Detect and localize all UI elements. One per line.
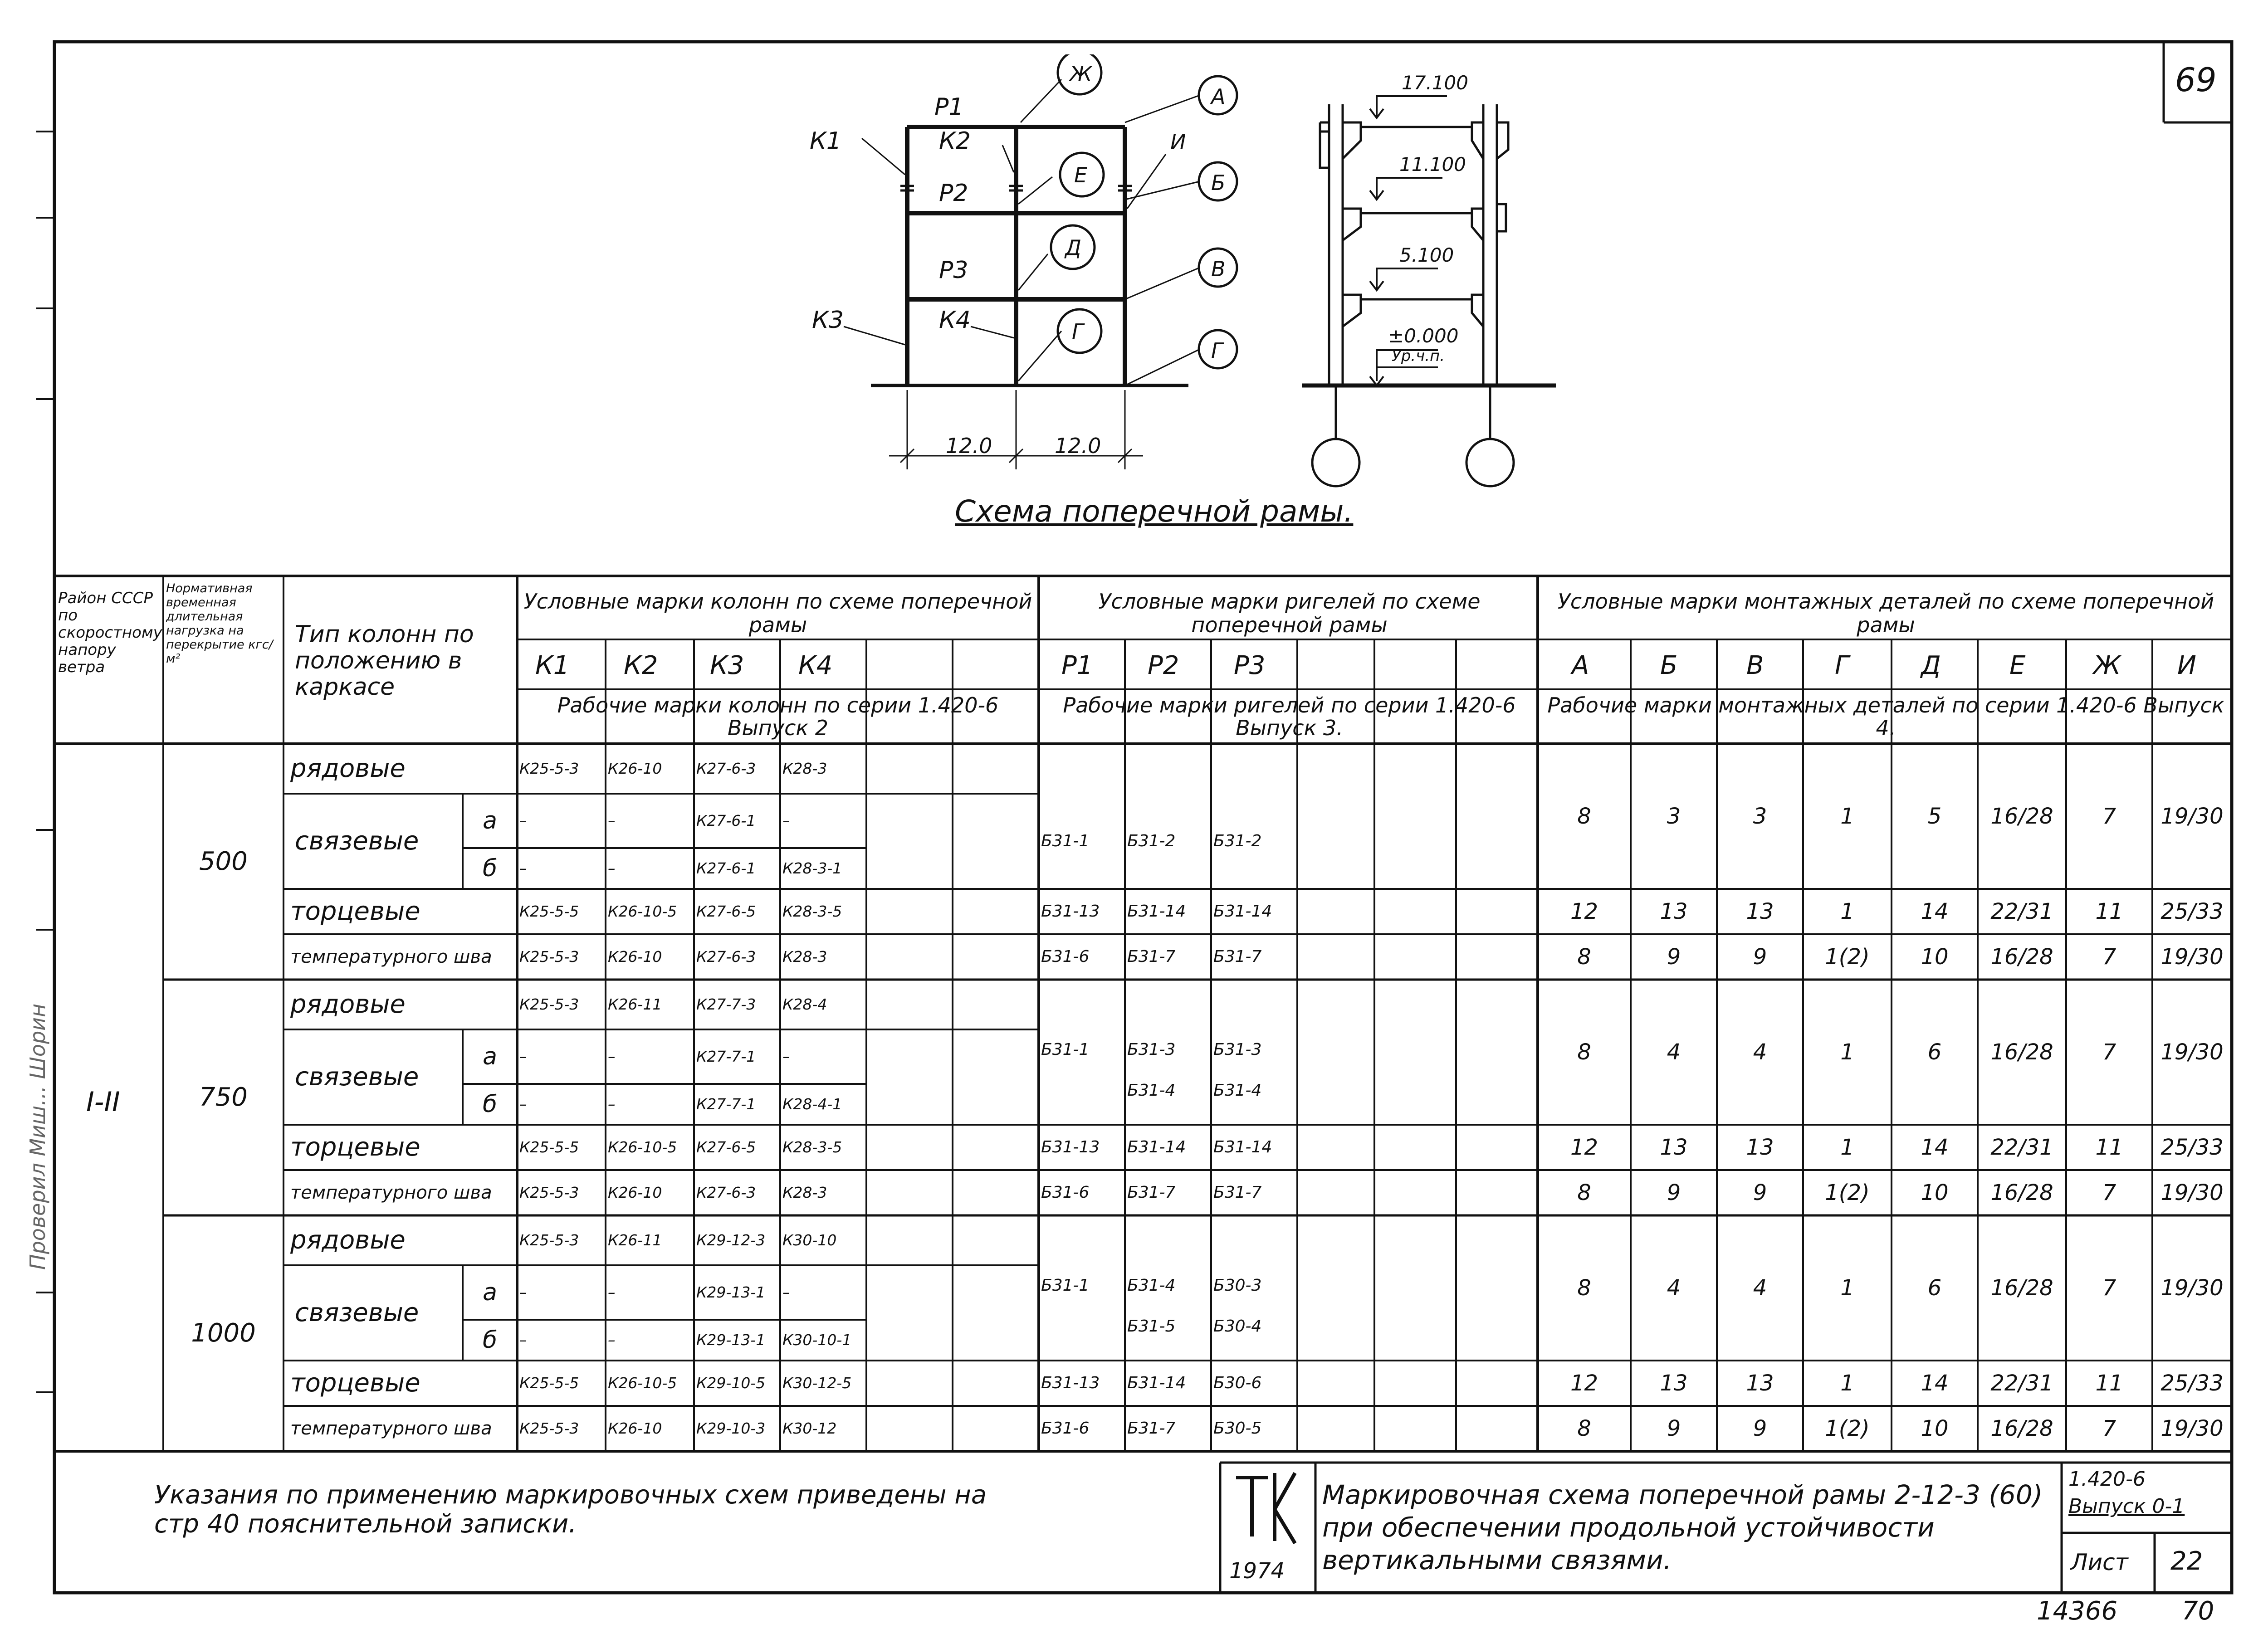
span-dimension-2: 12.0 xyxy=(1055,434,1101,458)
column-mark-cell: – xyxy=(519,1331,527,1349)
col-mark-k1: К1 xyxy=(535,651,570,680)
elevation-zero: ±0.000 xyxy=(1388,325,1459,347)
detail-mark-cell: 9 xyxy=(1667,1416,1681,1441)
beam-mark-cell: Б31-6 xyxy=(1041,947,1090,966)
detail-mark-cell: 16/28 xyxy=(1990,1275,2053,1301)
column-mark-cell: К25-5-3 xyxy=(519,948,579,966)
column-mark-cell: – xyxy=(782,812,790,829)
column-mark-cell: – xyxy=(782,1283,790,1301)
beam-mark-cell: Б31-4 xyxy=(1213,1081,1262,1100)
beam-mark-cell: Б31-2 xyxy=(1127,832,1176,850)
detail-mark-cell: 16/28 xyxy=(1990,1039,2053,1065)
detail-mark-cell: 8 xyxy=(1577,944,1591,970)
sheet-number: 22 xyxy=(2170,1546,2203,1576)
node-label-e: Е xyxy=(1074,163,1088,187)
column-type-label: рядовые xyxy=(290,990,406,1019)
detail-mark-cell: 6 xyxy=(1927,1039,1942,1065)
beam-mark-cell: Б31-4 xyxy=(1127,1276,1176,1295)
beam-mark-cell: Б31-7 xyxy=(1127,1419,1176,1438)
column-mark-cell: – xyxy=(519,1095,527,1113)
header-detail-marks-title: Условные марки монтажных деталей по схеме поперечной рамы xyxy=(1557,589,2214,637)
detail-mark-cell: 1 xyxy=(1840,1275,1854,1301)
beam-mark-cell: Б31-14 xyxy=(1127,1374,1186,1392)
tk-logo xyxy=(1232,1468,1300,1546)
diagram-label-k3: К3 xyxy=(812,307,844,334)
detail-series-note: Рабочие марки монтажных деталей по серии 1.420-6 Выпуск 4. xyxy=(1547,693,2224,740)
detail-mark-cell: 13 xyxy=(1660,1135,1688,1160)
detail-mark-cell: 8 xyxy=(1577,1180,1591,1205)
beam-mark-cell: Б31-13 xyxy=(1041,1374,1100,1392)
detail-mark-cell: 10 xyxy=(1921,1416,1949,1441)
elevation-17100: 17.100 xyxy=(1402,72,1468,94)
detail-mark-cell: 4 xyxy=(1667,1039,1681,1065)
column-mark-cell: – xyxy=(608,1283,616,1301)
header-beam-marks-title: Условные марки ригелей по схеме поперечной рамы xyxy=(1098,589,1481,637)
column-type-label: торцевые xyxy=(290,897,420,926)
detail-mark-cell: 1 xyxy=(1840,804,1854,829)
elevation-5100: 5.100 xyxy=(1399,244,1454,266)
beam-mark-cell: Б31-7 xyxy=(1127,947,1176,966)
detail-mark-cell: 7 xyxy=(2102,1275,2116,1301)
column-type-label: рядовые xyxy=(290,754,406,783)
detail-mark-cell: 16/28 xyxy=(1990,1180,2053,1205)
diagram-label-p1: Р1 xyxy=(934,93,964,121)
column-mark-cell: К27-6-5 xyxy=(696,902,756,920)
column-mark-cell: К27-7-1 xyxy=(696,1048,756,1065)
detail-mark-cell: 4 xyxy=(1753,1275,1767,1301)
detail-mark-cell: 16/28 xyxy=(1990,804,2053,829)
column-mark-cell: К30-12-5 xyxy=(782,1374,852,1392)
detail-mark-cell: 12 xyxy=(1570,899,1598,924)
column-mark-cell: К29-10-3 xyxy=(696,1419,766,1437)
detail-mark-cell: 1(2) xyxy=(1825,1416,1870,1441)
detail-mark-cell: 8 xyxy=(1577,804,1591,829)
page-number: 69 xyxy=(2175,61,2217,99)
detail-mark-cell: 3 xyxy=(1753,804,1767,829)
detail-mark-a: А xyxy=(1572,651,1589,680)
column-mark-cell: К26-10 xyxy=(608,1419,662,1437)
beam-mark-cell: Б31-13 xyxy=(1041,902,1100,921)
column-mark-cell: К30-10 xyxy=(782,1231,837,1249)
header-column-marks-title: Условные марки колонн по схеме поперечной рамы xyxy=(523,589,1032,637)
span-dimension-1: 12.0 xyxy=(946,434,992,458)
detail-mark-cell: 25/33 xyxy=(2160,1135,2224,1160)
detail-mark-cell: 11 xyxy=(2095,1371,2123,1396)
detail-mark-cell: 13 xyxy=(1746,1135,1774,1160)
beam-mark-cell: Б31-13 xyxy=(1041,1138,1100,1156)
beam-mark-cell: Б30-5 xyxy=(1213,1419,1262,1438)
column-type-label: связевые xyxy=(295,826,419,856)
column-type-label: температурного шва xyxy=(290,1418,492,1439)
column-mark-cell: К29-10-5 xyxy=(696,1374,766,1392)
node-label-g2: Г xyxy=(1211,338,1223,363)
column-mark-cell: – xyxy=(782,1048,790,1065)
detail-mark-cell: 25/33 xyxy=(2160,1371,2224,1396)
detail-mark-cell: 12 xyxy=(1570,1135,1598,1160)
beam-mark-cell: Б31-1 xyxy=(1041,832,1090,850)
beam-mark-cell: Б30-4 xyxy=(1213,1317,1262,1336)
detail-mark-cell: 7 xyxy=(2102,944,2116,970)
column-mark-cell: – xyxy=(519,859,527,877)
column-mark-cell: – xyxy=(608,812,616,829)
header-load: Нормативная временная длительная нагрузка на перекрытие кгс/м² xyxy=(166,581,273,666)
node-label-i: И xyxy=(1170,130,1186,154)
beam-mark-cell: Б31-7 xyxy=(1213,1183,1262,1202)
detail-mark-cell: 16/28 xyxy=(1990,1416,2053,1441)
detail-mark-cell: 4 xyxy=(1753,1039,1767,1065)
detail-mark-cell: 7 xyxy=(2102,1039,2116,1065)
beam-mark-cell: Б31-6 xyxy=(1041,1419,1090,1438)
detail-mark-cell: 12 xyxy=(1570,1371,1598,1396)
beam-mark-cell: Б30-6 xyxy=(1213,1374,1262,1392)
column-mark-cell: К26-10 xyxy=(608,948,662,966)
detail-mark-cell: 19/30 xyxy=(2160,804,2224,829)
detail-mark-cell: 8 xyxy=(1577,1416,1591,1441)
column-mark-cell: К29-13-1 xyxy=(696,1283,766,1301)
column-mark-cell: К25-5-3 xyxy=(519,995,579,1013)
bracing-subtype: б xyxy=(482,855,498,882)
column-mark-cell: К25-5-3 xyxy=(519,1184,579,1201)
bracing-subtype: а xyxy=(483,1043,497,1070)
column-mark-cell: К29-13-1 xyxy=(696,1331,766,1349)
node-label-b: Б xyxy=(1211,171,1226,195)
detail-mark-cell: 13 xyxy=(1746,899,1774,924)
header-column-type: Тип колонн по положению в каркасе xyxy=(295,621,474,701)
detail-mark-cell: 7 xyxy=(2102,804,2116,829)
node-label-zh: Ж xyxy=(1070,62,1092,86)
bracing-subtype: б xyxy=(482,1091,498,1118)
beam-mark-cell: Б31-14 xyxy=(1127,1138,1186,1156)
column-type-label: температурного шва xyxy=(290,946,492,967)
detail-mark-b: Б xyxy=(1660,651,1678,680)
document-number: 14366 xyxy=(2037,1596,2118,1626)
detail-mark-cell: 1(2) xyxy=(1825,1180,1870,1205)
col-series-note: Рабочие марки колонн по серии 1.420-6 Выпуск 2 xyxy=(557,693,999,740)
column-mark-cell: К27-6-3 xyxy=(696,760,756,777)
column-mark-cell: К27-6-1 xyxy=(696,859,756,877)
detail-mark-cell: 1 xyxy=(1840,1135,1854,1160)
column-mark-cell: – xyxy=(608,1048,616,1065)
detail-mark-i: И xyxy=(2177,651,2196,680)
column-mark-cell: К28-3-1 xyxy=(782,859,842,877)
margin-note: Проверил Миш... Шорин xyxy=(25,1003,50,1270)
detail-mark-cell: 5 xyxy=(1927,804,1942,829)
column-type-label: связевые xyxy=(295,1298,419,1327)
diagram-label-k2: К2 xyxy=(939,127,971,155)
column-mark-cell: К28-3 xyxy=(782,760,827,777)
page-bottom-number: 70 xyxy=(2182,1596,2214,1626)
region-value: I-II xyxy=(86,1086,120,1118)
column-mark-cell: К27-6-1 xyxy=(696,812,756,829)
column-mark-cell: К26-10-5 xyxy=(608,1374,677,1392)
beam-mark-cell: Б31-6 xyxy=(1041,1183,1090,1202)
column-mark-cell: К28-3 xyxy=(782,1184,827,1201)
detail-mark-zh: Ж xyxy=(2093,651,2121,680)
beam-mark-cell: Б31-14 xyxy=(1127,902,1186,921)
detail-mark-cell: 19/30 xyxy=(2160,1416,2224,1441)
detail-mark-cell: 10 xyxy=(1921,1180,1949,1205)
detail-mark-cell: 8 xyxy=(1577,1275,1591,1301)
column-type-label: связевые xyxy=(295,1062,419,1092)
detail-mark-v: В xyxy=(1746,651,1764,680)
detail-mark-cell: 13 xyxy=(1746,1371,1774,1396)
column-mark-cell: К27-6-3 xyxy=(696,1184,756,1201)
detail-mark-cell: 19/30 xyxy=(2160,1039,2224,1065)
col-mark-k3: К3 xyxy=(710,651,744,680)
load-value: 1000 xyxy=(191,1318,256,1348)
detail-mark-cell: 19/30 xyxy=(2160,944,2224,970)
beam-mark-cell: Б30-3 xyxy=(1213,1276,1262,1295)
column-mark-cell: К25-5-3 xyxy=(519,1419,579,1437)
detail-mark-cell: 1 xyxy=(1840,1371,1854,1396)
detail-mark-cell: 6 xyxy=(1927,1275,1942,1301)
column-mark-cell: К28-4-1 xyxy=(782,1095,842,1113)
column-mark-cell: К28-3-5 xyxy=(782,902,842,920)
column-mark-cell: К25-5-3 xyxy=(519,1231,579,1249)
column-mark-cell: К26-11 xyxy=(608,995,662,1013)
column-type-label: рядовые xyxy=(290,1225,406,1255)
detail-mark-cell: 13 xyxy=(1660,1371,1688,1396)
beam-mark-p2: Р2 xyxy=(1148,651,1179,680)
detail-mark-cell: 14 xyxy=(1921,1135,1949,1160)
detail-mark-cell: 9 xyxy=(1753,1416,1767,1441)
beam-mark-cell: Б31-3 xyxy=(1213,1040,1262,1059)
detail-mark-cell: 9 xyxy=(1753,944,1767,970)
column-mark-cell: – xyxy=(608,1095,616,1113)
diagram-label-k4: К4 xyxy=(939,307,971,334)
beam-mark-cell: Б31-14 xyxy=(1213,902,1272,921)
detail-mark-cell: 19/30 xyxy=(2160,1180,2224,1205)
column-mark-cell: – xyxy=(608,1331,616,1349)
column-mark-cell: К26-10-5 xyxy=(608,902,677,920)
application-note: Указания по применению маркировочных схем приведены на стр 40 пояснительной записки. xyxy=(154,1480,987,1539)
diagram-label-p2: Р2 xyxy=(939,180,968,207)
section-elevation-diagram xyxy=(1293,68,1588,499)
series-number: 1.420-6 xyxy=(2068,1468,2146,1491)
logo-text xyxy=(1243,1497,1249,1501)
load-value: 750 xyxy=(199,1083,248,1112)
detail-mark-cell: 7 xyxy=(2102,1180,2116,1205)
detail-mark-cell: 1 xyxy=(1840,899,1854,924)
beam-mark-cell: Б31-7 xyxy=(1213,947,1262,966)
floor-level-note: Ур.ч.п. xyxy=(1392,347,1445,365)
col-mark-k2: К2 xyxy=(624,651,658,680)
beam-mark-cell: Б31-4 xyxy=(1127,1081,1176,1100)
detail-mark-cell: 11 xyxy=(2095,899,2123,924)
column-mark-cell: К26-11 xyxy=(608,1231,662,1249)
diagram-label-p3: Р3 xyxy=(939,257,968,284)
column-mark-cell: К27-6-3 xyxy=(696,948,756,966)
detail-mark-cell: 13 xyxy=(1660,899,1688,924)
detail-mark-cell: 1 xyxy=(1840,1039,1854,1065)
beam-mark-cell: Б31-2 xyxy=(1213,832,1262,850)
detail-mark-cell: 19/30 xyxy=(2160,1275,2224,1301)
detail-mark-cell: 3 xyxy=(1667,804,1681,829)
bracing-subtype: а xyxy=(483,1279,497,1306)
detail-mark-cell: 22/31 xyxy=(1990,1135,2053,1160)
column-mark-cell: К29-12-3 xyxy=(696,1231,766,1249)
beam-mark-p3: Р3 xyxy=(1234,651,1266,680)
detail-mark-cell: 25/33 xyxy=(2160,899,2224,924)
node-label-g1: Г xyxy=(1072,319,1084,344)
detail-mark-cell: 7 xyxy=(2102,1416,2116,1441)
detail-mark-d: Д xyxy=(1921,651,1941,680)
column-mark-cell: К30-10-1 xyxy=(782,1331,852,1349)
beam-mark-cell: Б31-7 xyxy=(1127,1183,1176,1202)
column-mark-cell: – xyxy=(519,1048,527,1065)
detail-mark-cell: 22/31 xyxy=(1990,899,2053,924)
detail-mark-cell: 22/31 xyxy=(1990,1371,2053,1396)
column-mark-cell: К25-5-5 xyxy=(519,1138,579,1156)
beam-mark-cell: Б31-14 xyxy=(1213,1138,1272,1156)
node-label-v: В xyxy=(1211,257,1226,281)
elevation-11100: 11.100 xyxy=(1399,153,1466,176)
column-mark-cell: К25-5-3 xyxy=(519,760,579,777)
column-mark-cell: – xyxy=(519,1283,527,1301)
sheet-label: Лист xyxy=(2071,1549,2128,1575)
column-mark-cell: К28-4 xyxy=(782,995,827,1013)
beam-mark-cell: Б31-1 xyxy=(1041,1276,1090,1295)
detail-mark-cell: 16/28 xyxy=(1990,944,2053,970)
detail-mark-cell: 11 xyxy=(2095,1135,2123,1160)
diagram-label-k1: К1 xyxy=(810,127,842,155)
column-mark-cell: К28-3 xyxy=(782,948,827,966)
column-mark-cell: К27-7-1 xyxy=(696,1095,756,1113)
load-value: 500 xyxy=(199,847,248,876)
column-mark-cell: К28-3-5 xyxy=(782,1138,842,1156)
column-mark-cell: К25-5-5 xyxy=(519,1374,579,1392)
detail-mark-cell: 1(2) xyxy=(1825,944,1870,970)
column-mark-cell: К26-10-5 xyxy=(608,1138,677,1156)
column-mark-cell: К25-5-5 xyxy=(519,902,579,920)
node-label-d: Д xyxy=(1065,235,1081,260)
column-type-label: торцевые xyxy=(290,1368,420,1398)
col-mark-k4: К4 xyxy=(798,651,833,680)
detail-mark-e: Е xyxy=(2009,651,2026,680)
bracing-subtype: а xyxy=(483,807,497,834)
header-region: Район СССР по скоростному напору ветра xyxy=(58,589,162,676)
issue-number: Выпуск 0-1 xyxy=(2068,1495,2185,1518)
bracing-subtype: б xyxy=(482,1327,498,1354)
column-mark-cell: К27-7-3 xyxy=(696,995,756,1013)
footer-year: 1974 xyxy=(1229,1558,1285,1584)
beam-mark-cell: Б31-3 xyxy=(1127,1040,1176,1059)
detail-mark-cell: 9 xyxy=(1667,1180,1681,1205)
diagram-title: Схема поперечной рамы. xyxy=(955,494,1354,529)
beam-mark-p1: Р1 xyxy=(1061,651,1093,680)
detail-mark-g: Г xyxy=(1835,651,1849,680)
beam-series-note: Рабочие марки ригелей по серии 1.420-6 Выпуск 3. xyxy=(1063,693,1516,740)
detail-mark-cell: 14 xyxy=(1921,1371,1949,1396)
detail-mark-cell: 8 xyxy=(1577,1039,1591,1065)
detail-mark-cell: 4 xyxy=(1667,1275,1681,1301)
column-mark-cell: К30-12 xyxy=(782,1419,837,1437)
detail-mark-cell: 10 xyxy=(1921,944,1949,970)
column-mark-cell: К26-10 xyxy=(608,760,662,777)
sheet-title: Маркировочная схема поперечной рамы 2-12-3 (60) при обеспечении продольной устойчивости вертикальными связями. xyxy=(1322,1479,2043,1575)
beam-mark-cell: Б31-5 xyxy=(1127,1317,1176,1336)
detail-mark-cell: 9 xyxy=(1667,944,1681,970)
column-mark-cell: К26-10 xyxy=(608,1184,662,1201)
detail-mark-cell: 9 xyxy=(1753,1180,1767,1205)
column-mark-cell: – xyxy=(519,812,527,829)
node-label-a: А xyxy=(1211,84,1226,109)
column-mark-cell: – xyxy=(608,859,616,877)
column-type-label: торцевые xyxy=(290,1132,420,1162)
detail-mark-cell: 14 xyxy=(1921,899,1949,924)
column-mark-cell: К27-6-5 xyxy=(696,1138,756,1156)
beam-mark-cell: Б31-1 xyxy=(1041,1040,1090,1059)
column-type-label: температурного шва xyxy=(290,1182,492,1203)
